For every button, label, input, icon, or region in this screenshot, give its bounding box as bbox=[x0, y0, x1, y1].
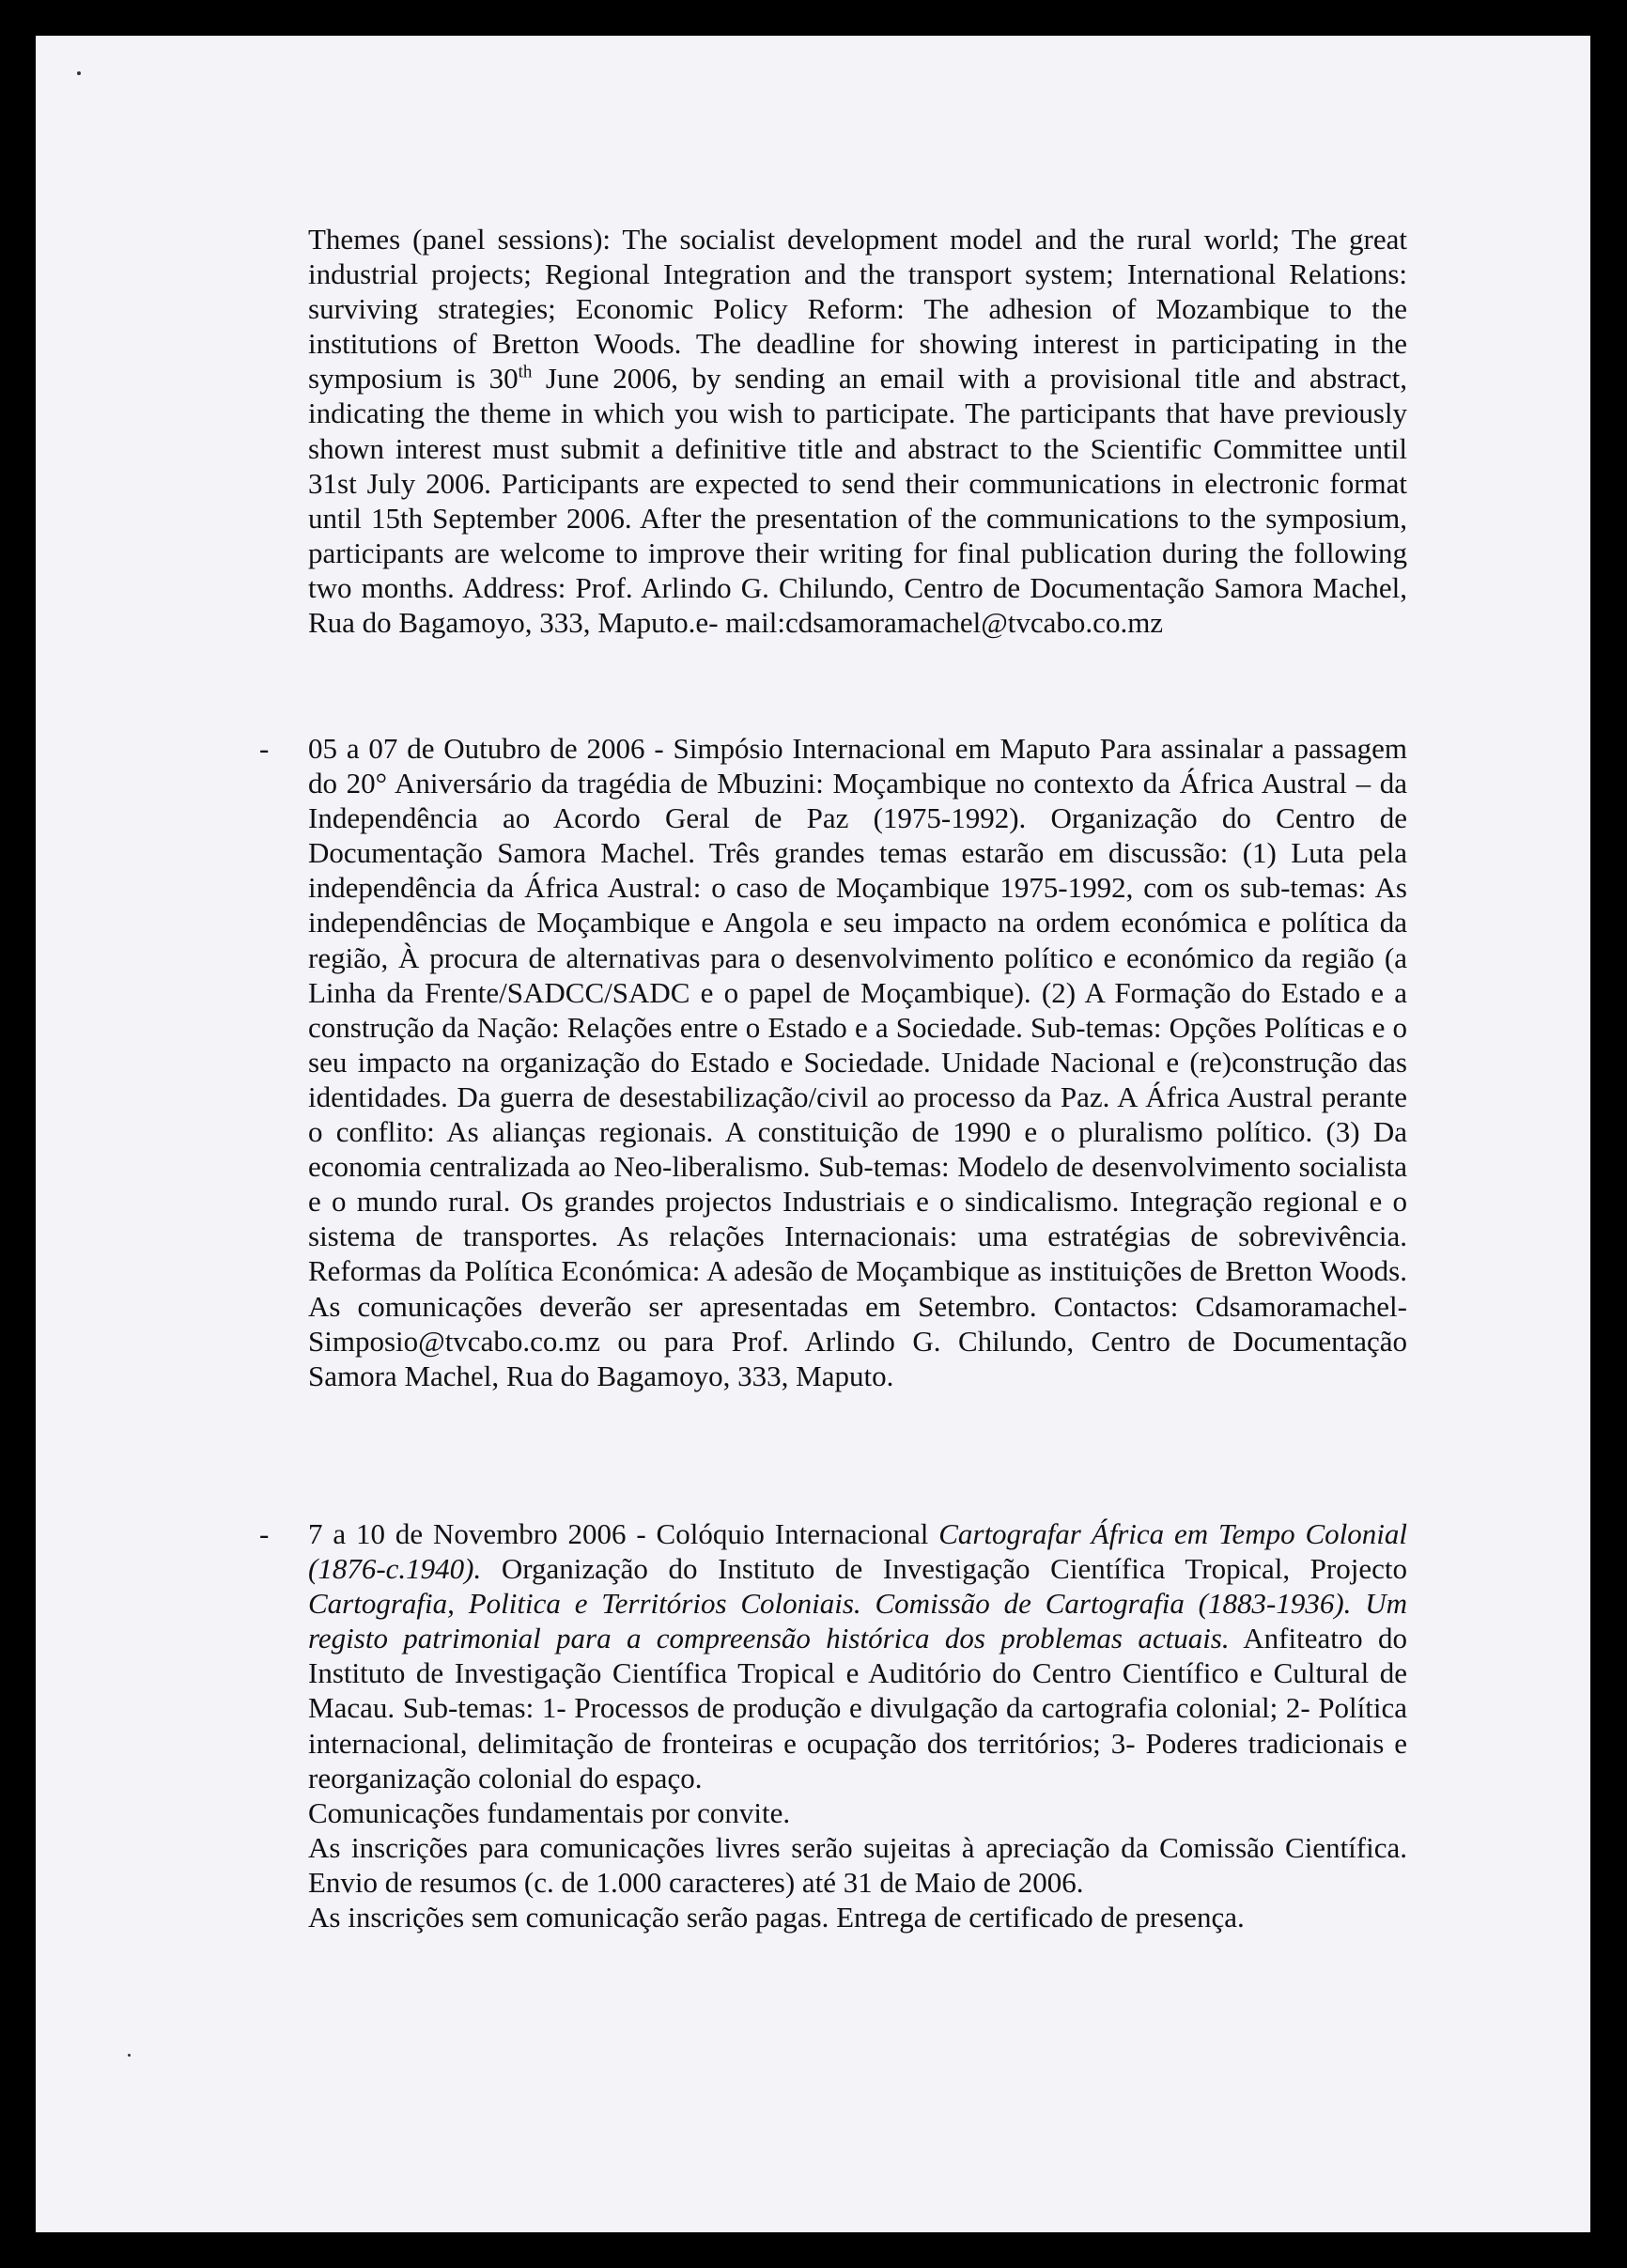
scan-speck bbox=[128, 2054, 131, 2057]
event-project: Cartografia, Politica e Territórios Coloniais. Comissão de Cartografia (1883-1936). Um registo patrimonial para a compreensão histórica dos problemas actuais. bbox=[308, 1587, 1407, 1655]
list-dash: - bbox=[259, 1517, 270, 1550]
invite-line: Comunicações fundamentais por convite. bbox=[308, 1795, 791, 1829]
event-entry-cartografar bbox=[259, 1516, 1407, 1934]
free-registration-line: As inscrições para comunicações livres serão sujeitas à apreciação da Comissão Científica. Envio de resumos (c. de 1.000 caracteres) até 31 de Maio de 2006. bbox=[308, 1830, 1407, 1899]
event-entry-mbuzini bbox=[259, 731, 1407, 1393]
intro-text-a: Themes (panel sessions): The socialist development model and the rural world; The great industrial projects; Regional Integration and the transport system; International Relations: surviving strategies; Economic Policy Reform: The adhesion of Mozambique to the institutions of Bretton Woods. The deadline for showing interest in participating in the symposium is 30 bbox=[308, 223, 1407, 396]
intro-text-b: June 2006, by sending an email with a provisional title and abstract, indicating the theme in which you wish to participate. The participants that have previously shown interest must submit a definitive title and abstract to the Scientific Committee until 31st July 2006. Participants are expected to send their communications in electronic format until 15th September 2006. After the presentation of the communications to the symposium, participants are welcome to improve their writing for final publication during the following two months. Address: Prof. Arlindo G. Chilundo, Centro de Documentação Samora Machel, Rua do Bagamoyo, 333, Maputo.e- mail:cdsamoramachel@tvcabo.co.mz bbox=[308, 362, 1407, 640]
event-venue: Anfiteatro do Instituto de Investigação Científica Tropical e Auditório do Centro Científico e Cultural de Macau. Sub-temas: 1- Processos de produção e divulgação da cartografia colonial; 2- Política internacional, delimitação de fronteiras e ocupação dos territórios; 3- Poderes tradicionais e reorganização colonial do espaço. bbox=[308, 1622, 1407, 1794]
event-organization: Organização do Instituto de Investigação Científica Tropical, Projecto bbox=[481, 1552, 1407, 1586]
document-page bbox=[36, 36, 1590, 2232]
event-description bbox=[308, 1516, 1407, 1795]
intro-superscript: th bbox=[518, 363, 533, 383]
event-text: 05 a 07 de Outubro de 2006 - Simpósio Internacional em Maputo Para assinalar a passagem do 20° Aniversário da tragédia de Mbuzini: Moçambique no contexto da África Austral – da Independência ao Acordo Geral de Paz (1975-1992). Organização do Centro de Documentação Samora Machel. Três grandes temas estarão em discussão: (1) Luta pela independência da África Austral: o caso de Moçambique 1975-1992, com os sub-temas: As independências de Moçambique e Angola e seu impacto na ordem económica e política da região, À procura de alternativas para o desenvolvimento político e económico da região (a Linha da Frente/SADCC/SADC e o papel de Moçambique). (2) A Formação do Estado e a construção da Nação: Relações entre o Estado e a Sociedade. Sub-temas: Opções Políticas e o seu impacto na organização do Estado e Sociedade. Unidade Nacional e (re)construção das identidades. Da guerra de desestabilização/civil ao processo da Paz. A África Austral perante o conflito: As alianças regionais. A constituição de 1990 e o pluralismo político. (3) Da economia centralizada ao Neo-liberalismo. Sub-temas: Modelo de desenvolvimento socialista e o mundo rural. Os grandes projectos Industriais e o sindicalismo. Integração regional e o sistema de transportes. As relações Internacionais: uma estratégias de sobrevivência. Reformas da Política Económica: A adesão de Moçambique as instituições de Bretton Woods. As comunicações deverão ser apresentadas em Setembro. Contactos: Cdsamoramachel-Simposio@tvcabo.co.mz ou para Prof. Arlindo G. Chilundo, Centro de Documentação Samora Machel, Rua do Bagamoyo, 333, Maputo. bbox=[308, 732, 1407, 1392]
list-dash: - bbox=[259, 732, 270, 765]
paid-registration-line: As inscrições sem comunicação serão pagas. Entrega de certificado de presença. bbox=[308, 1901, 1245, 1934]
scan-speck bbox=[77, 71, 81, 75]
event-lead: 7 a 10 de Novembro 2006 - Colóquio Internacional bbox=[308, 1517, 939, 1550]
intro-paragraph bbox=[308, 222, 1407, 640]
event-title: Cartografar África em Tempo Colonial (1876-c.1940). bbox=[308, 1517, 1407, 1586]
